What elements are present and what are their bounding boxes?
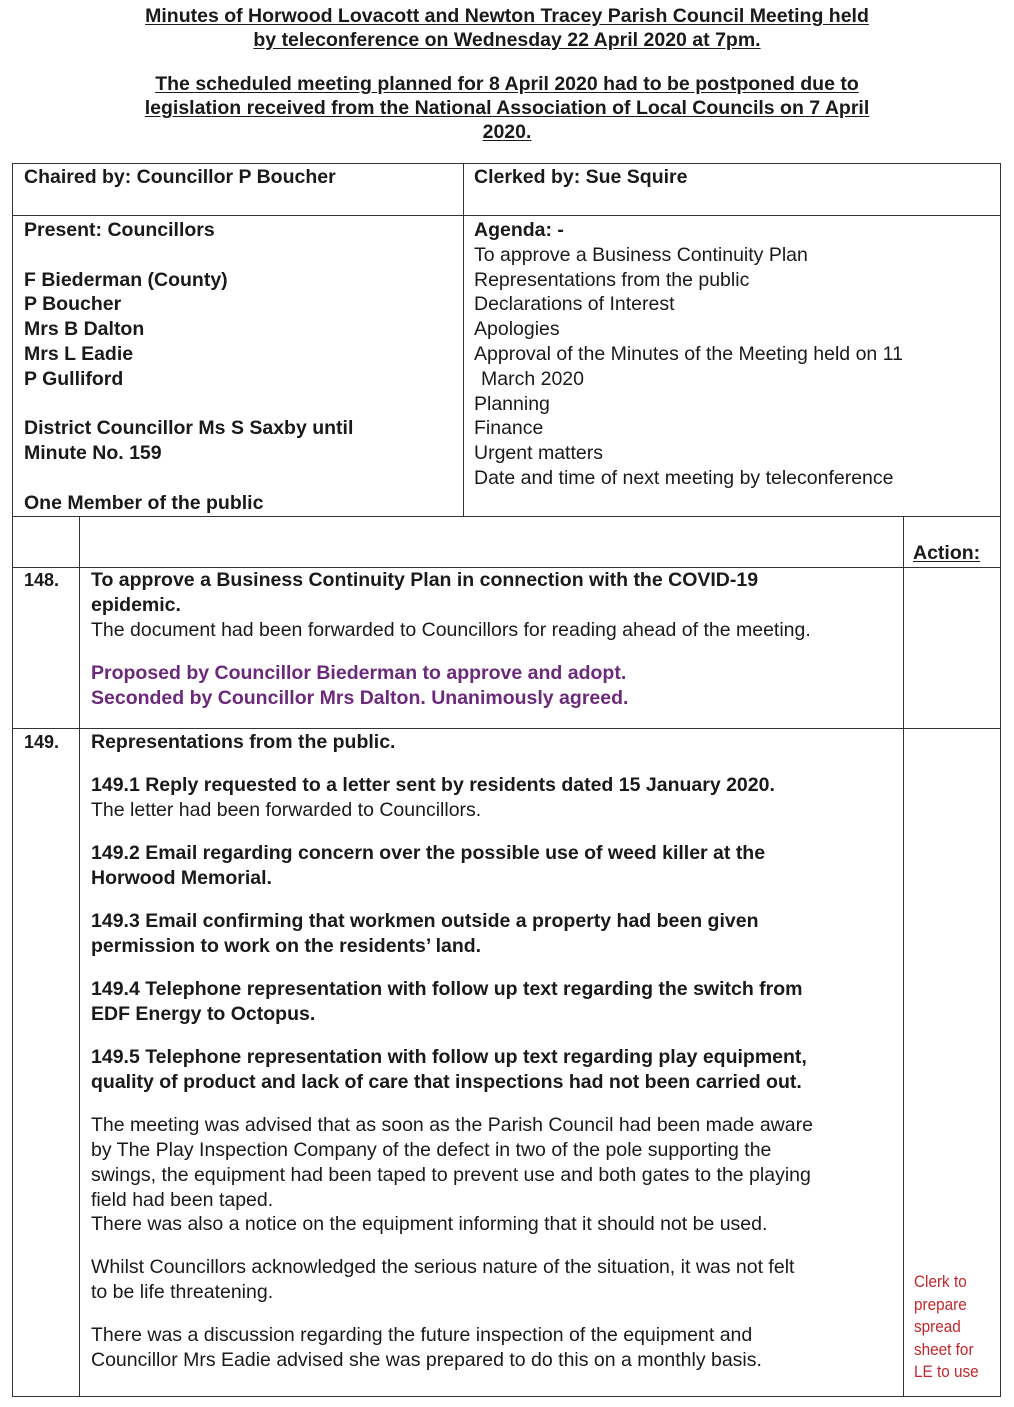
district-councillor: Minute No. 159 [24, 442, 162, 465]
action-column-heading: Action: [913, 542, 981, 564]
action-column-divider [903, 516, 904, 1397]
paragraph-line: by The Play Inspection Company of the defect in two of the pole supporting the [91, 1139, 772, 1161]
subitem-heading: 149.5 Telephone representation with follow up text regarding play equipment, [91, 1046, 807, 1068]
action-note [914, 1271, 979, 1384]
chaired-by-text: Chaired by: Councillor P Boucher [24, 166, 336, 188]
subitem-heading: permission to work on the residents’ land. [91, 935, 482, 957]
action-note-line: Clerk to [914, 1272, 967, 1291]
action-note-line: prepare [914, 1294, 967, 1314]
paragraph-line: The meeting was advised that as soon as the Parish Council had been made aware [91, 1114, 813, 1136]
councillor-name: P Boucher [24, 293, 122, 316]
agenda-item: Date and time of next meeting by teleconference [474, 466, 894, 489]
minute-148-proposal: Proposed by Councillor Biederman to approve and adopt. [91, 662, 627, 684]
paragraph-line: There was also a notice on the equipment informing that it should not be used. [91, 1213, 768, 1235]
present-label: Present: Councillors [24, 219, 215, 241]
info-table-row-divider [12, 215, 1001, 216]
clerked-by [474, 165, 687, 190]
document-title [0, 4, 1014, 52]
paragraph-line: swings, the equipment had been taped to prevent use and both gates to the playing [91, 1164, 811, 1186]
minute-number: 149. [24, 732, 60, 752]
notice-line: 2020. [482, 121, 532, 143]
agenda-list [474, 218, 903, 491]
title-line: Minutes of Horwood Lovacott and Newton Tracey Parish Council Meeting held [145, 5, 869, 27]
action-note-line: LE to use [914, 1362, 979, 1382]
paragraph-line: Councillor Mrs Eadie advised she was prepared to do this on a monthly basis. [91, 1349, 762, 1371]
subitem-heading: quality of product and lack of care that inspections had not been carried out. [91, 1071, 802, 1093]
minute-148-title: epidemic. [91, 594, 181, 616]
agenda-item: Representations from the public [474, 268, 750, 291]
paragraph-line: to be life threatening. [91, 1281, 274, 1303]
minute-number-column-divider [79, 516, 80, 1397]
present-list [24, 218, 353, 516]
agenda-item: To approve a Business Continuity Plan [474, 243, 808, 266]
councillor-name: P Gulliford [24, 367, 124, 390]
minute-149-title: Representations from the public. [91, 731, 396, 753]
agenda-item: Approval of the Minutes of the Meeting held on 11 [474, 342, 903, 365]
minute-148-title: To approve a Business Continuity Plan in connection with the COVID-19 [91, 569, 759, 591]
councillor-name: F Biederman (County) [24, 268, 228, 291]
info-table-divider [463, 163, 464, 517]
agenda-item: Declarations of Interest [474, 293, 675, 316]
agenda-item: Planning [474, 392, 550, 415]
subitem-heading: 149.4 Telephone representation with follow up text regarding the switch from [91, 978, 803, 1000]
minute-148-text: The document had been forwarded to Councillors for reading ahead of the meeting. [91, 619, 811, 641]
clerked-by-text: Clerked by: Sue Squire [474, 166, 688, 188]
minute-number: 148. [24, 570, 60, 590]
minute-148-seconder: Seconded by Councillor Mrs Dalton. Unanimously agreed. [91, 687, 629, 709]
postponement-notice [0, 72, 1014, 144]
notice-line: legislation received from the National Association of Local Councils on 7 April [144, 97, 870, 119]
councillor-name: Mrs L Eadie [24, 342, 134, 365]
agenda-item: Urgent matters [474, 442, 603, 465]
notice-line: The scheduled meeting planned for 8 April 2020 had to be postponed due to [155, 73, 859, 95]
minute-148-divider [12, 728, 1001, 729]
action-note-line: sheet for [914, 1339, 974, 1359]
paragraph-line: Whilst Councillors acknowledged the serious nature of the situation, it was not felt [91, 1256, 795, 1278]
councillor-name: Mrs B Dalton [24, 318, 145, 341]
paragraph-line: field had been taped. [91, 1189, 274, 1211]
district-councillor: District Councillor Ms S Saxby until [24, 417, 354, 440]
agenda-item: Apologies [474, 318, 560, 341]
agenda-item: Finance [474, 417, 544, 440]
public-attendance: One Member of the public [24, 491, 264, 514]
subitem-text: The letter had been forwarded to Councillors. [91, 799, 482, 821]
subitem-heading: 149.2 Email regarding concern over the possible use of weed killer at the [91, 842, 766, 864]
subitem-heading: EDF Energy to Octopus. [91, 1003, 316, 1025]
subitem-heading: 149.3 Email confirming that workmen outside a property had been given [91, 910, 759, 932]
paragraph-line: There was a discussion regarding the future inspection of the equipment and [91, 1324, 753, 1346]
agenda-label: Agenda: - [474, 219, 564, 241]
subitem-heading: 149.1 Reply requested to a letter sent by residents dated 15 January 2020. [91, 774, 775, 796]
agenda-item: March 2020 [481, 367, 584, 390]
chaired-by [24, 165, 336, 190]
subitem-heading: Horwood Memorial. [91, 867, 272, 889]
title-line: by teleconference on Wednesday 22 April 2020 at 7pm. [253, 29, 761, 51]
action-note-line: spread [914, 1317, 961, 1337]
